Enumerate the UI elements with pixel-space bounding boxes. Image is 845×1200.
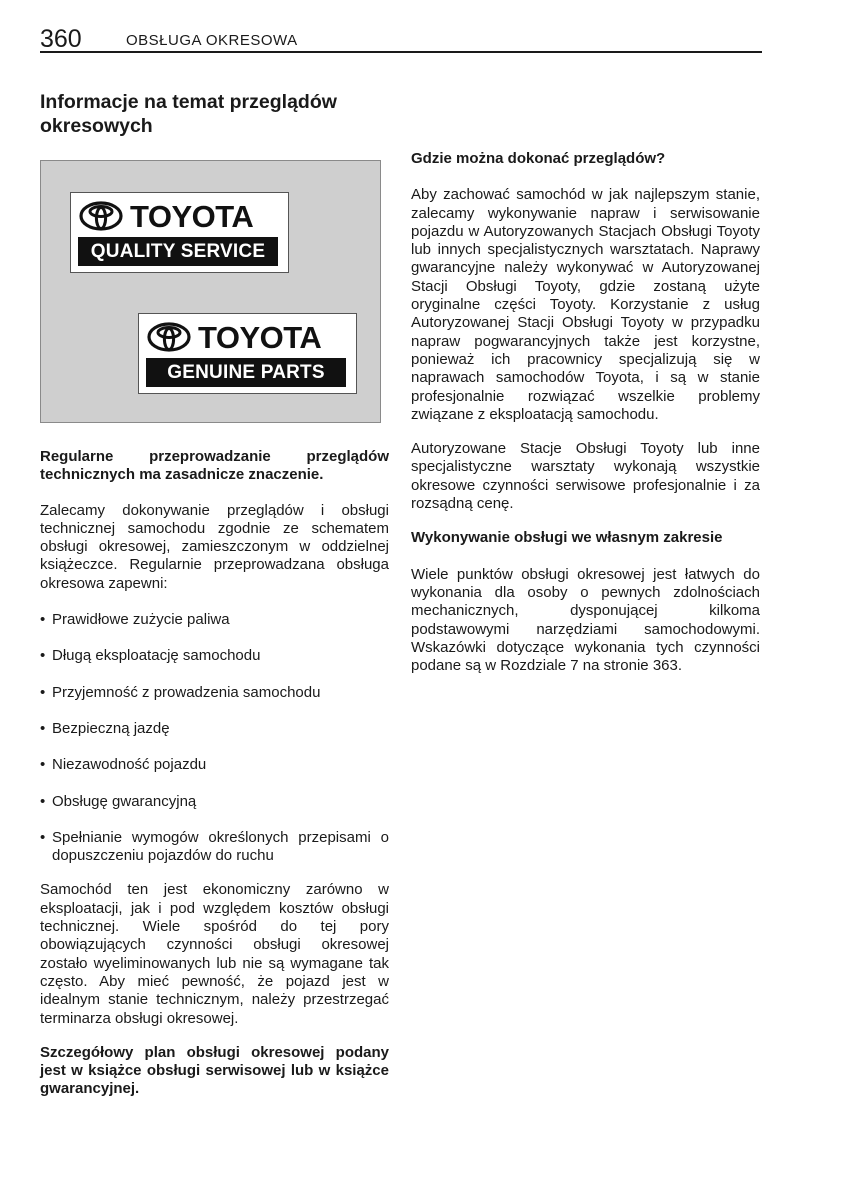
header-rule bbox=[40, 51, 762, 53]
page-heading-line-2: okresowych bbox=[40, 115, 153, 137]
right-paragraph-2: Autoryzowane Stacje Obsługi Toyoty lub inne specjalistyczne warsztaty wykonają wszystkie okresowe czynności serwisowe profesjonalnie i za rozsądną cenę. bbox=[411, 440, 760, 513]
genuine-parts-plate bbox=[138, 313, 357, 394]
toyota-emblem-icon bbox=[78, 200, 124, 232]
subheading-where-service: Gdzie można dokonać przeglądów? bbox=[411, 150, 666, 167]
quality-service-label: QUALITY SERVICE bbox=[90, 241, 266, 262]
page-heading-line-1: Informacje na temat przeglądów bbox=[40, 91, 337, 113]
list-item: • Przyjemność z prowadzenia samochodu bbox=[40, 684, 389, 702]
list-item: • Prawidłowe zużycie paliwa bbox=[40, 611, 389, 629]
page-number: 360 bbox=[40, 25, 82, 53]
right-paragraph-1: Aby zachować samochód w jak najlepszym stanie, zalecamy wykonywanie napraw i serwisowanie pojazdu w Autoryzowanych Stacjach Obsługi Toyoty lub innych specjalistycznych warsztatach. Naprawy gwarancyjne należy wykonywać w Autoryzowanej Stacji Obsługi Toyoty, gdzie zostaną użyte oryginalne części Toyoty. Korzystanie z usług Autoryzowanej Stacji Obsługi Toyoty w przypadku napraw pogwarancyjnych także jest korzystne, ponieważ ich pracownicy specjalizują się w naprawach samochodów Toyota, i są w stanie profesjonalnie rozwiązać wszelkie problemy związane z eksploatacją samochodu. bbox=[411, 186, 760, 423]
intro-bold-paragraph: Regularne przeprowadzanie przeglądów technicznych ma zasadnicze znaczenie. bbox=[40, 448, 389, 484]
toyota-wordmark: TOYOTA bbox=[198, 320, 322, 355]
list-item: • Bezpieczną jazdę bbox=[40, 720, 389, 738]
list-item: • Spełnianie wymogów określonych przepisami o dopuszczeniu pojazdów do ruchu bbox=[40, 829, 389, 866]
quality-service-band bbox=[78, 237, 278, 266]
left-paragraph-2: Samochód ten jest ekonomiczny zarówno w eksploatacji, jak i pod względem kosztów obsługi technicznej. Wiele spośród do tej pory obowiązujących czynności obsługi okresowej zostało wyeliminowanych lub nie są wymagane tak często. Aby mieć pewność, że pojazd jest w idealnym stanie technicznym, należy przestrzegać terminarza obsługi okresowej. bbox=[40, 881, 389, 1027]
genuine-parts-label: GENUINE PARTS bbox=[167, 362, 325, 383]
toyota-logos-figure bbox=[40, 160, 381, 423]
toyota-wordmark: TOYOTA bbox=[130, 199, 254, 234]
benefits-list bbox=[40, 611, 389, 865]
page-heading bbox=[40, 90, 389, 138]
left-paragraph-1: Zalecamy dokonywanie przeglądów i obsługi technicznej samochodu zgodnie ze schematem obsługi okresowej, zamieszczonym w oddzielnej książeczce. Regularnie przeprowadzana obsługa okresowa zapewni: bbox=[40, 501, 389, 592]
list-item: • Niezawodność pojazdu bbox=[40, 756, 389, 774]
right-paragraph-3: Wiele punktów obsługi okresowej jest łatwych do wykonania dla osoby o pewnych zdolnościach mechanicznych, dysponującej kilkoma podstawowymi narzędziami samochodowymi. Wskazówki dotyczące wykonania tych czynności podane są w Rozdziale 7 na stronie 363. bbox=[411, 565, 760, 675]
subheading-self-service: Wykonywanie obsługi we własnym zakresie bbox=[411, 529, 723, 547]
list-item: • Długą eksploatację samochodu bbox=[40, 647, 389, 665]
left-column bbox=[40, 90, 389, 1099]
genuine-parts-band bbox=[146, 358, 346, 387]
quality-service-plate bbox=[70, 192, 289, 273]
section-title: OBSŁUGA OKRESOWA bbox=[126, 32, 298, 49]
toyota-emblem-icon bbox=[146, 321, 192, 353]
closing-bold-paragraph: Szczegółowy plan obsługi okresowej podany jest w książce obsługi serwisowej lub w książce gwarancyjnej. bbox=[40, 1043, 389, 1098]
right-column bbox=[411, 150, 760, 675]
list-item: • Obsługę gwarancyjną bbox=[40, 793, 389, 811]
page-header bbox=[40, 26, 762, 52]
